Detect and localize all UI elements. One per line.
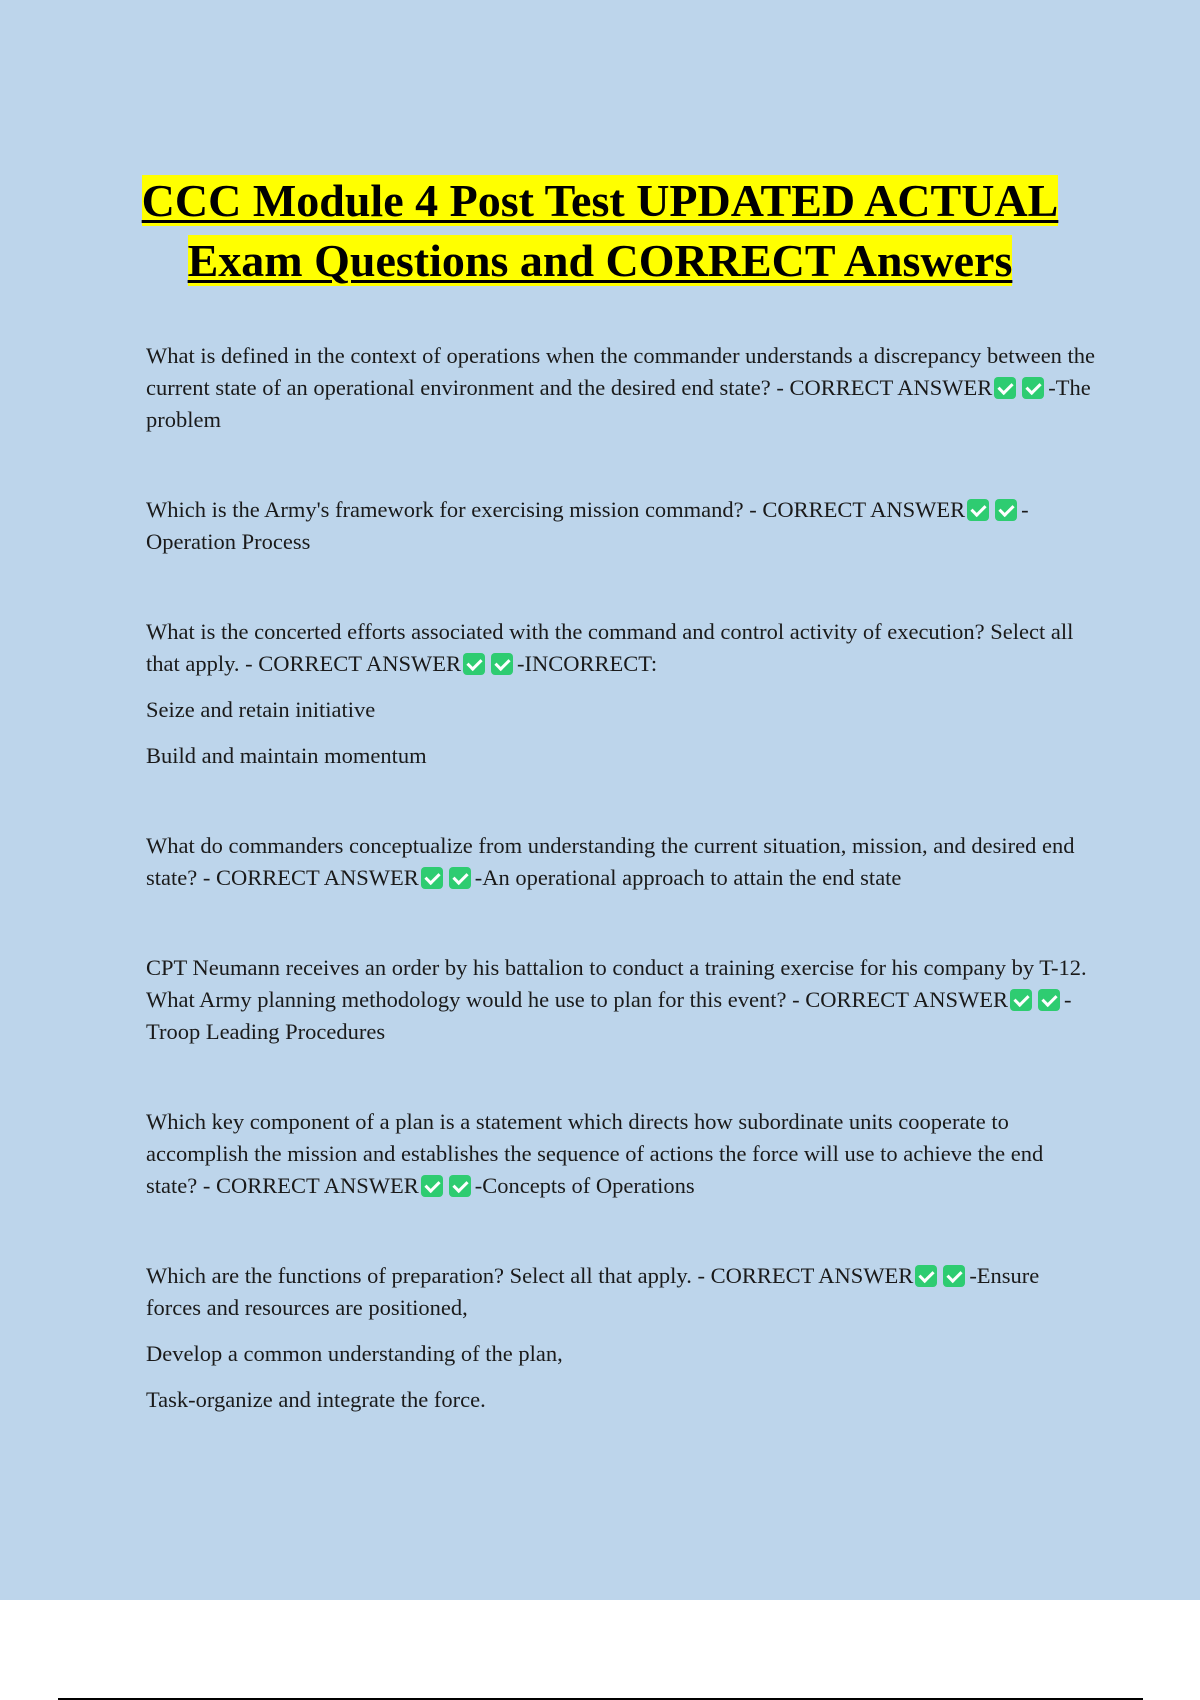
answer-extra-line: Seize and retain initiative: [146, 697, 376, 722]
answer-text: -INCORRECT:: [517, 651, 658, 676]
qa-paragraph: [146, 1260, 1096, 1324]
question-text: Which key component of a plan is a statement which directs how subordinate units cooperate to accomplish the mission and establishes the sequence of actions the force will use to achieve the end state? - CORRECT ANSWER: [146, 1109, 1044, 1198]
qa-item: [146, 1260, 1096, 1416]
check-icon: [967, 499, 989, 521]
qa-paragraph: [146, 1106, 1096, 1202]
answer-text: -The problem: [146, 375, 1091, 432]
question-text: What is the concerted efforts associated with the command and control activity of execution? Select all that apply. - CORRECT ANSWER: [146, 619, 1074, 676]
check-icon: [463, 653, 485, 675]
qa-paragraph: [146, 340, 1096, 436]
check-icon: [449, 867, 471, 889]
question-text: What is defined in the context of operations when the commander understands a discrepancy between the current state of an operational environment and the desired end state? - CORRECT ANSWER: [146, 343, 1096, 400]
qa-item: [146, 1106, 1096, 1202]
document-title-text: CCC Module 4 Post Test UPDATED ACTUAL Exam Questions and CORRECT Answers: [141, 174, 1059, 286]
document-title: [100, 171, 1100, 291]
qa-item: [146, 494, 1096, 558]
qa-list: [146, 340, 1096, 1416]
check-icon: [421, 1175, 443, 1197]
qa-item: [146, 340, 1096, 436]
qa-paragraph: [146, 616, 1096, 680]
answer-text: -Troop Leading Procedures: [146, 987, 1072, 1044]
qa-item: [146, 616, 1096, 772]
check-icon: [421, 867, 443, 889]
check-icon: [995, 499, 1017, 521]
answer-extra-line: Develop a common understanding of the plan,: [146, 1341, 563, 1366]
check-icon: [491, 653, 513, 675]
qa-paragraph: [146, 494, 1096, 558]
qa-paragraph: [146, 830, 1096, 894]
answer-text: -Operation Process: [146, 497, 1029, 554]
qa-paragraph: [146, 952, 1096, 1048]
check-icon: [1022, 377, 1044, 399]
qa-item: [146, 830, 1096, 894]
question-text: CPT Neumann receives an order by his battalion to conduct a training exercise for his company by T-12. What Army planning methodology would he use to plan for this event? - CORRECT ANSWER: [146, 955, 1087, 1012]
answer-extra-line: Build and maintain momentum: [146, 743, 427, 768]
check-icon: [1038, 989, 1060, 1011]
check-icon: [915, 1265, 937, 1287]
check-icon: [994, 377, 1016, 399]
answer-text: -An operational approach to attain the end state: [474, 865, 902, 890]
question-text: Which are the functions of preparation? Select all that apply. - CORRECT ANSWER: [146, 1263, 914, 1288]
check-icon: [1010, 989, 1032, 1011]
answer-extra-line: Task-organize and integrate the force.: [146, 1387, 486, 1412]
check-icon: [449, 1175, 471, 1197]
answer-text: -Ensure forces and resources are positioned,: [146, 1263, 1040, 1320]
question-text: Which is the Army's framework for exercising mission command? - CORRECT ANSWER: [146, 497, 966, 522]
qa-item: [146, 952, 1096, 1048]
question-text: What do commanders conceptualize from understanding the current situation, mission, and desired end state? - CORRECT ANSWER: [146, 833, 1075, 890]
answer-text: -Concepts of Operations: [474, 1173, 695, 1198]
check-icon: [943, 1265, 965, 1287]
